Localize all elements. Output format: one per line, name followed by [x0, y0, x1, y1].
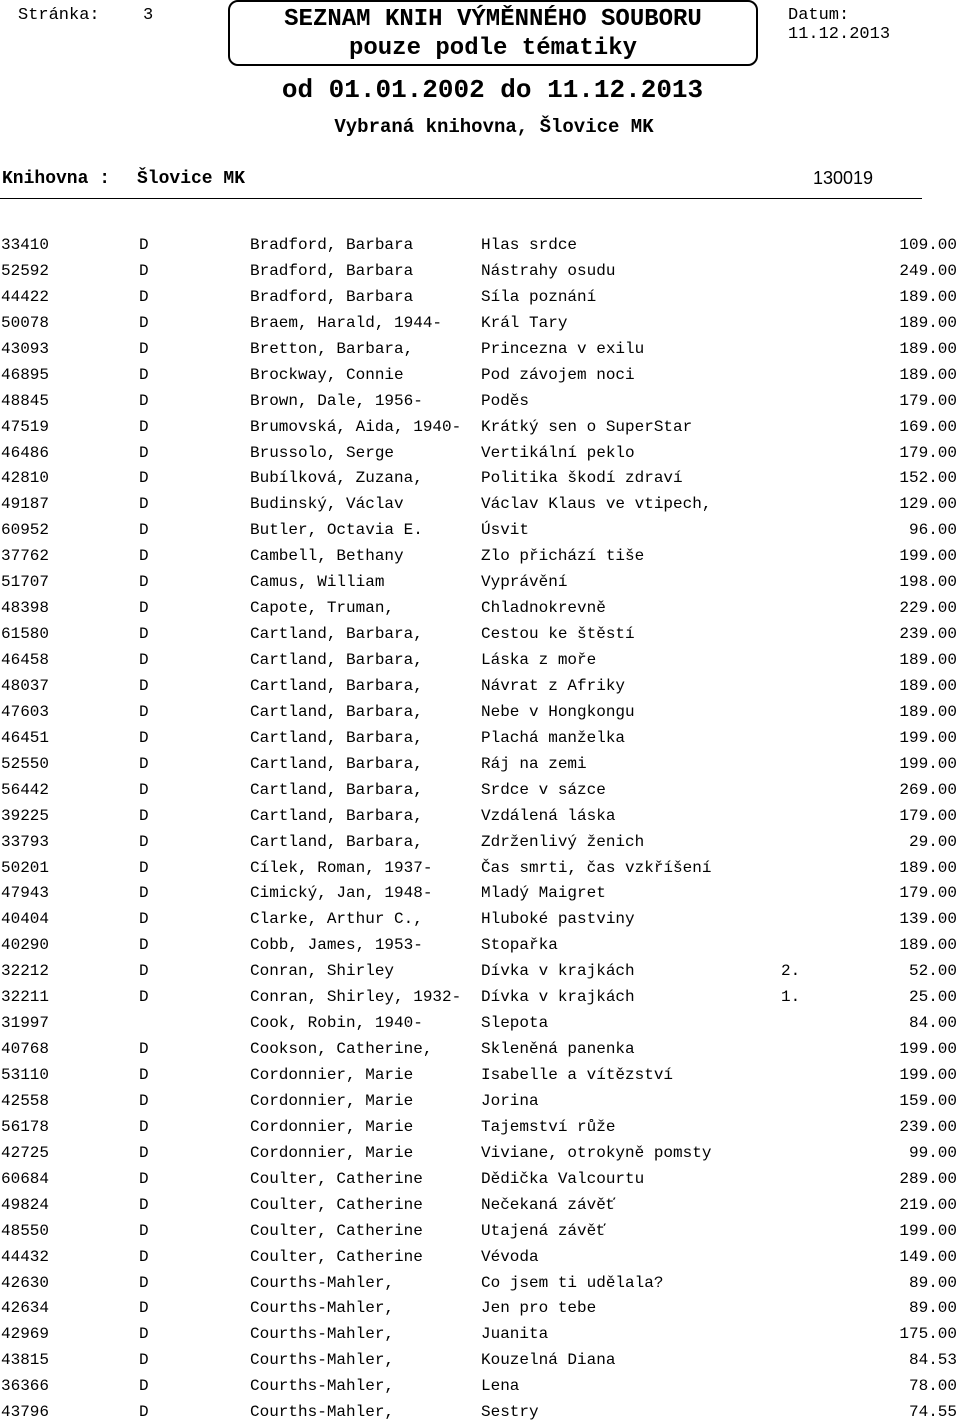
- book-author: Bubílková, Zuzana,: [250, 469, 423, 488]
- book-price: 99.00: [908, 1143, 957, 1162]
- list-item: [0, 1348, 960, 1374]
- book-type: D: [139, 1040, 149, 1059]
- book-price: 96.00: [908, 521, 957, 540]
- book-price: 159.00: [899, 1091, 957, 1110]
- book-title: Zdrženlivý ženich: [481, 832, 645, 851]
- book-type: D: [139, 1273, 149, 1292]
- book-id: 48845: [1, 391, 50, 410]
- book-author: Clarke, Arthur C.,: [250, 910, 423, 929]
- book-id: 50078: [1, 313, 50, 332]
- book-id: 56442: [1, 780, 50, 799]
- report-title: SEZNAM KNIH VÝMĚNNÉHO SOUBORU: [284, 6, 702, 33]
- book-id: 51707: [1, 573, 50, 592]
- book-id: 49824: [1, 1195, 50, 1214]
- book-author: Brockway, Connie: [250, 365, 404, 384]
- library-code: 130019: [813, 168, 874, 188]
- book-author: Budinský, Václav: [250, 495, 404, 514]
- book-id: 48550: [1, 1221, 50, 1240]
- book-title: Stopařka: [481, 936, 558, 955]
- book-author: Cartland, Barbara,: [250, 754, 423, 773]
- list-item: [0, 1167, 960, 1193]
- book-author: Braem, Harald, 1944-: [250, 313, 443, 332]
- book-id: 49187: [1, 495, 50, 514]
- book-title: Chladnokrevně: [481, 599, 606, 618]
- book-type: D: [139, 236, 149, 254]
- book-type: D: [139, 495, 149, 514]
- book-id: 32212: [1, 962, 50, 981]
- book-author: Bretton, Barbara,: [250, 339, 414, 358]
- page-number: 3: [143, 6, 154, 25]
- book-type: D: [139, 339, 149, 358]
- book-type: D: [139, 1403, 149, 1422]
- book-price: 189.00: [899, 365, 957, 384]
- book-price: 198.00: [899, 573, 957, 592]
- book-author: Courths-Mahler,: [250, 1377, 395, 1396]
- book-id: 46486: [1, 443, 50, 462]
- book-author: Capote, Truman,: [250, 599, 395, 618]
- book-price: 89.00: [908, 1299, 957, 1318]
- list-item: [0, 622, 960, 648]
- book-price: 179.00: [899, 806, 957, 825]
- list-item: [0, 804, 960, 830]
- list-item: [0, 881, 960, 907]
- book-author: Brussolo, Serge: [250, 443, 395, 462]
- book-type: D: [139, 1299, 149, 1318]
- book-price: 269.00: [899, 780, 957, 799]
- book-id: 50201: [1, 858, 50, 877]
- book-title: Zlo přichází tiše: [481, 547, 645, 566]
- book-author: Bradford, Barbara: [250, 287, 414, 306]
- book-type: D: [139, 988, 149, 1007]
- book-type: D: [139, 832, 149, 851]
- book-price: 139.00: [899, 910, 957, 929]
- book-title: Sestry: [481, 1403, 539, 1422]
- list-item: [0, 441, 960, 467]
- book-author: Cordonnier, Marie: [250, 1143, 414, 1162]
- list-item: [0, 415, 960, 441]
- book-type: D: [139, 313, 149, 332]
- book-type: D: [139, 1117, 149, 1136]
- list-item: [0, 1089, 960, 1115]
- book-title: Dívka v krajkách: [481, 962, 635, 981]
- book-title: Vzdálená láska: [481, 806, 616, 825]
- date-range: od 01.01.2002 do 11.12.2013: [281, 75, 704, 105]
- book-id: 46895: [1, 365, 50, 384]
- book-id: 37762: [1, 547, 50, 566]
- book-type: D: [139, 910, 149, 929]
- book-id: 53110: [1, 1066, 50, 1084]
- book-author: Cartland, Barbara,: [250, 702, 423, 721]
- book-price: 189.00: [899, 313, 957, 332]
- list-item: [0, 1296, 960, 1322]
- book-id: 36366: [1, 1377, 50, 1396]
- book-price: 152.00: [899, 469, 957, 488]
- list-item: [0, 1271, 960, 1297]
- book-title: Politika škodí zdraví: [481, 469, 683, 488]
- book-price: 199.00: [899, 1066, 957, 1084]
- book-title: Jorina: [481, 1091, 539, 1110]
- book-title: Václav Klaus ve vtipech,: [481, 495, 712, 514]
- book-author: Coulter, Catherine: [250, 1221, 423, 1240]
- book-type: D: [139, 702, 149, 721]
- book-price: 84.00: [908, 1014, 957, 1033]
- book-title: Co jsem ti udělala?: [481, 1273, 664, 1292]
- book-title: Nástrahy osudu: [481, 261, 616, 280]
- book-author: Cartland, Barbara,: [250, 651, 423, 669]
- book-author: Coulter, Catherine: [250, 1169, 423, 1188]
- book-type: D: [139, 391, 149, 410]
- book-price: 109.00: [899, 236, 957, 254]
- book-id: 52592: [1, 261, 50, 280]
- book-type: D: [139, 936, 149, 955]
- book-author: Bradford, Barbara: [250, 236, 414, 254]
- book-author: Courths-Mahler,: [250, 1299, 395, 1318]
- book-type: D: [139, 728, 149, 747]
- book-price: 239.00: [899, 625, 957, 644]
- book-price: 179.00: [899, 443, 957, 462]
- book-price: 189.00: [899, 676, 957, 695]
- book-price: 289.00: [899, 1169, 957, 1188]
- list-item: [0, 570, 960, 596]
- book-id: 47519: [1, 417, 50, 436]
- book-author: Brumovská, Aida, 1940-: [250, 417, 462, 436]
- book-author: Conran, Shirley, 1932-: [250, 988, 462, 1007]
- book-title: Viviane, otrokyně pomsty: [481, 1143, 712, 1162]
- book-title: Hluboké pastviny: [481, 910, 635, 929]
- book-price: 179.00: [899, 391, 957, 410]
- list-item: [0, 492, 960, 518]
- book-price: 169.00: [899, 417, 957, 436]
- list-item: [0, 596, 960, 622]
- book-price: 189.00: [899, 339, 957, 358]
- list-item: [0, 311, 960, 337]
- book-type: D: [139, 806, 149, 825]
- book-type: D: [139, 676, 149, 695]
- book-author: Cimický, Jan, 1948-: [250, 884, 433, 903]
- list-item: [0, 907, 960, 933]
- header-rule: [0, 198, 922, 199]
- book-author: Brown, Dale, 1956-: [250, 391, 423, 410]
- book-title: Vévoda: [481, 1247, 539, 1266]
- book-id: 42630: [1, 1273, 50, 1292]
- book-price: 179.00: [899, 884, 957, 903]
- book-id: 47943: [1, 884, 50, 903]
- book-type: D: [139, 573, 149, 592]
- book-type: D: [139, 547, 149, 566]
- book-author: Courths-Mahler,: [250, 1325, 395, 1344]
- book-title: Jen pro tebe: [481, 1299, 597, 1318]
- book-id: 61580: [1, 625, 50, 644]
- book-id: 46458: [1, 651, 50, 669]
- library-name: Šlovice MK: [137, 169, 246, 189]
- book-author: Cordonnier, Marie: [250, 1091, 414, 1110]
- book-type: D: [139, 417, 149, 436]
- list-item: [0, 1115, 960, 1141]
- book-price: 175.00: [899, 1325, 957, 1344]
- book-id: 32211: [1, 988, 50, 1007]
- book-title: Vertikální peklo: [481, 443, 635, 462]
- book-author: Cartland, Barbara,: [250, 832, 423, 851]
- book-author: Butler, Octavia E.: [250, 521, 423, 540]
- book-title: Návrat z Afriky: [481, 676, 626, 695]
- list-item: [0, 466, 960, 492]
- book-id: 31997: [1, 1014, 50, 1033]
- book-type: D: [139, 1247, 149, 1266]
- selected-library: Vybraná knihovna, Šlovice MK: [334, 116, 654, 138]
- list-item: [0, 778, 960, 804]
- book-type: D: [139, 365, 149, 384]
- book-price: 149.00: [899, 1247, 957, 1266]
- list-item: [0, 1063, 960, 1089]
- book-id: 52550: [1, 754, 50, 773]
- book-id: 40768: [1, 1040, 50, 1059]
- book-price: 219.00: [899, 1195, 957, 1214]
- book-author: Cartland, Barbara,: [250, 728, 423, 747]
- book-id: 42725: [1, 1143, 50, 1162]
- book-price: 189.00: [899, 936, 957, 955]
- list-item: [0, 700, 960, 726]
- book-author: Cartland, Barbara,: [250, 780, 423, 799]
- book-author: Cambell, Bethany: [250, 547, 404, 566]
- book-part: 2.: [781, 962, 801, 981]
- book-id: 44422: [1, 287, 50, 306]
- book-type: D: [139, 962, 149, 981]
- list-item: [0, 830, 960, 856]
- book-author: Cordonnier, Marie: [250, 1066, 414, 1084]
- book-price: 189.00: [899, 858, 957, 877]
- book-type: D: [139, 469, 149, 488]
- book-id: 33410: [1, 236, 50, 254]
- list-item: [0, 1037, 960, 1063]
- book-title: Nečekaná závěť: [481, 1195, 616, 1214]
- list-item: [0, 285, 960, 311]
- library-label: Knihovna :: [2, 169, 111, 189]
- page-label: Stránka:: [18, 6, 100, 25]
- book-author: Conran, Shirley: [250, 962, 395, 981]
- book-author: Courths-Mahler,: [250, 1403, 395, 1422]
- list-item: [0, 259, 960, 285]
- book-title: Pod závojem noci: [481, 365, 635, 384]
- book-type: D: [139, 1351, 149, 1370]
- list-item: [0, 1193, 960, 1219]
- book-author: Courths-Mahler,: [250, 1273, 395, 1292]
- book-title: Srdce v sázce: [481, 780, 606, 799]
- book-price: 189.00: [899, 702, 957, 721]
- book-type: D: [139, 521, 149, 540]
- book-id: 40290: [1, 936, 50, 955]
- book-title: Hlas srdce: [481, 236, 578, 254]
- book-id: 56178: [1, 1117, 50, 1136]
- list-item: [0, 389, 960, 415]
- book-type: D: [139, 261, 149, 280]
- book-author: Cobb, James, 1953-: [250, 936, 423, 955]
- book-price: 199.00: [899, 754, 957, 773]
- book-id: 47603: [1, 702, 50, 721]
- book-price: 199.00: [899, 728, 957, 747]
- book-title: Tajemství růže: [481, 1117, 616, 1136]
- list-item: [0, 544, 960, 570]
- book-id: 43796: [1, 1403, 50, 1422]
- book-price: 89.00: [908, 1273, 957, 1292]
- list-item: [0, 1011, 960, 1037]
- book-title: Plachá manželka: [481, 728, 626, 747]
- book-price: 52.00: [908, 962, 957, 981]
- list-item: [0, 1322, 960, 1348]
- list-item: [0, 337, 960, 363]
- book-title: Skleněná panenka: [481, 1040, 635, 1059]
- list-item: [0, 1141, 960, 1167]
- list-item: [0, 752, 960, 778]
- book-price: 199.00: [899, 1040, 957, 1059]
- book-id: 33793: [1, 832, 50, 851]
- list-item: [0, 1374, 960, 1400]
- book-title: Čas smrti, čas vzkříšení: [481, 858, 712, 877]
- book-price: 229.00: [899, 599, 957, 618]
- book-price: 189.00: [899, 287, 957, 306]
- list-item: [0, 648, 960, 674]
- book-title: Ráj na zemi: [481, 754, 587, 773]
- book-id: 42969: [1, 1325, 50, 1344]
- book-title: Slepota: [481, 1014, 549, 1033]
- book-type: D: [139, 651, 149, 669]
- book-price: 189.00: [899, 651, 957, 669]
- book-type: D: [139, 884, 149, 903]
- book-title: Úsvit: [481, 521, 530, 540]
- book-title: Krátký sen o SuperStar: [481, 417, 693, 436]
- book-price: 78.00: [908, 1377, 957, 1396]
- book-title: Cestou ke štěstí: [481, 625, 635, 644]
- book-price: 199.00: [899, 547, 957, 566]
- list-item: [0, 1400, 960, 1426]
- book-id: 46451: [1, 728, 50, 747]
- book-type: D: [139, 1066, 149, 1084]
- list-item: [0, 959, 960, 985]
- book-title: Utajená závěť: [481, 1221, 606, 1240]
- book-author: Camus, William: [250, 573, 385, 592]
- book-id: 48398: [1, 599, 50, 618]
- book-id: 60952: [1, 521, 50, 540]
- book-title: Juanita: [481, 1325, 549, 1344]
- title-box: [228, 0, 758, 66]
- list-item: [0, 1219, 960, 1245]
- book-title: Síla poznání: [481, 287, 597, 306]
- book-title: Mladý Maigret: [481, 884, 606, 903]
- book-id: 43093: [1, 339, 50, 358]
- book-price: 84.53: [908, 1351, 957, 1370]
- book-type: D: [139, 599, 149, 618]
- book-id: 48037: [1, 676, 50, 695]
- book-type: D: [139, 1325, 149, 1344]
- book-type: D: [139, 754, 149, 773]
- book-title: Lena: [481, 1377, 520, 1396]
- book-type: D: [139, 1169, 149, 1188]
- book-author: Bradford, Barbara: [250, 261, 414, 280]
- book-author: Cook, Robin, 1940-: [250, 1014, 423, 1033]
- book-id: 44432: [1, 1247, 50, 1266]
- book-id: 42634: [1, 1299, 50, 1318]
- book-title: Láska z moře: [481, 651, 597, 669]
- book-author: Cartland, Barbara,: [250, 625, 423, 644]
- report-subtitle: pouze podle tématiky: [348, 35, 638, 62]
- book-title: Dívka v krajkách: [481, 988, 635, 1007]
- book-author: Cílek, Roman, 1937-: [250, 858, 433, 877]
- book-title: Vyprávění: [481, 573, 568, 592]
- book-id: 42810: [1, 469, 50, 488]
- list-item: [0, 985, 960, 1011]
- book-price: 129.00: [899, 495, 957, 514]
- book-type: D: [139, 1377, 149, 1396]
- book-part: 1.: [781, 988, 801, 1007]
- book-price: 199.00: [899, 1221, 957, 1240]
- book-price: 249.00: [899, 261, 957, 280]
- book-price: 74.55: [908, 1403, 957, 1422]
- book-title: Isabelle a vítězství: [481, 1066, 674, 1084]
- book-id: 39225: [1, 806, 50, 825]
- book-title: Kouzelná Diana: [481, 1351, 616, 1370]
- list-item: [0, 363, 960, 389]
- book-price: 239.00: [899, 1117, 957, 1136]
- book-type: D: [139, 1143, 149, 1162]
- book-title: Král Tary: [481, 313, 568, 332]
- book-type: D: [139, 443, 149, 462]
- book-author: Courths-Mahler,: [250, 1351, 395, 1370]
- book-id: 42558: [1, 1091, 50, 1110]
- list-item: [0, 674, 960, 700]
- book-author: Cartland, Barbara,: [250, 806, 423, 825]
- book-title: Nebe v Hongkongu: [481, 702, 635, 721]
- book-author: Cartland, Barbara,: [250, 676, 423, 695]
- list-item: [0, 856, 960, 882]
- book-author: Coulter, Catherine: [250, 1247, 423, 1266]
- list-item: [0, 1245, 960, 1271]
- book-price: 25.00: [908, 988, 957, 1007]
- list-item: [0, 933, 960, 959]
- book-title: Princezna v exilu: [481, 339, 645, 358]
- book-type: D: [139, 625, 149, 644]
- book-type: D: [139, 858, 149, 877]
- book-author: Cordonnier, Marie: [250, 1117, 414, 1136]
- list-item: [0, 233, 960, 259]
- book-type: D: [139, 1195, 149, 1214]
- book-type: D: [139, 1221, 149, 1240]
- book-author: Cookson, Catherine,: [250, 1040, 433, 1059]
- book-type: D: [139, 780, 149, 799]
- book-id: 60684: [1, 1169, 50, 1188]
- list-item: [0, 518, 960, 544]
- list-item: [0, 726, 960, 752]
- book-title: Dědička Valcourtu: [481, 1169, 645, 1188]
- report-date: Datum: 11.12.2013: [788, 6, 891, 44]
- book-title: Poděs: [481, 391, 530, 410]
- book-type: D: [139, 287, 149, 306]
- book-id: 40404: [1, 910, 50, 929]
- book-id: 43815: [1, 1351, 50, 1370]
- book-list: [0, 233, 960, 1426]
- book-type: D: [139, 1091, 149, 1110]
- book-author: Coulter, Catherine: [250, 1195, 423, 1214]
- book-price: 29.00: [908, 832, 957, 851]
